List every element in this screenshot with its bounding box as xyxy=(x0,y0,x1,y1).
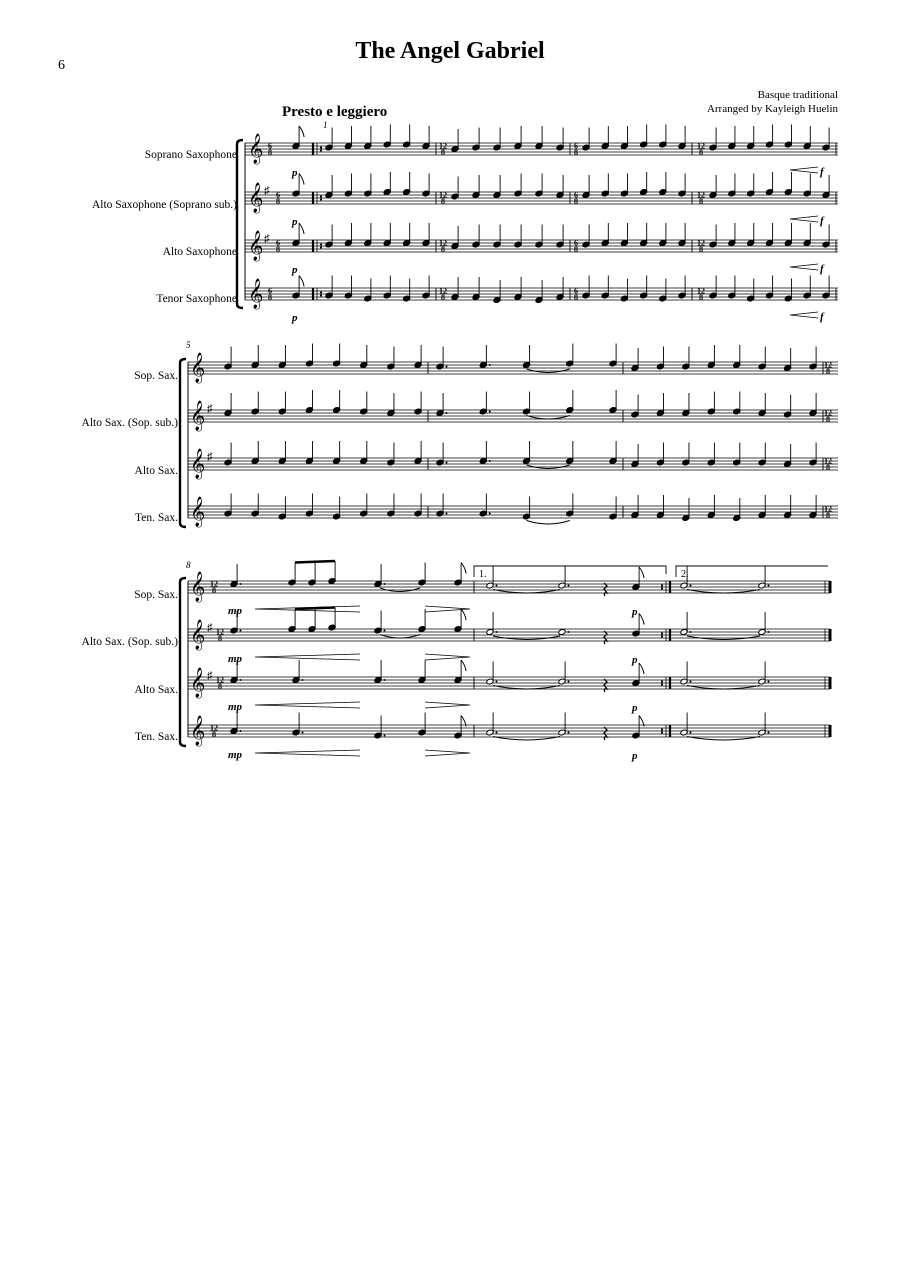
time-signature-numerator: 12 xyxy=(210,579,218,589)
note-dot xyxy=(496,631,498,633)
crescendo-hairpin xyxy=(790,312,818,318)
instrument-label: Alto Sax. (Sop. sub.) xyxy=(81,417,178,429)
crescendo-hairpin xyxy=(255,702,360,708)
key-signature-sharp-icon: ♯ xyxy=(207,403,213,415)
key-signature-sharp-icon: ♯ xyxy=(207,451,213,463)
repeat-dot xyxy=(320,294,322,296)
time-signature-denominator: 8 xyxy=(441,245,445,254)
note-head xyxy=(558,629,566,636)
time-signature-denominator: 8 xyxy=(212,730,216,739)
dynamic-mezzo_piano: mp xyxy=(228,653,243,665)
note-dot xyxy=(446,366,448,368)
time-signature-denominator: 8 xyxy=(826,463,830,472)
treble-clef-icon: 𝄞 xyxy=(248,231,264,260)
time-signature-numerator: 6 xyxy=(268,141,272,151)
volta-label: 2. xyxy=(681,569,689,580)
note-dot xyxy=(496,585,498,587)
note-flag xyxy=(461,660,466,671)
note-dot xyxy=(384,630,386,632)
time-signature-numerator: 12 xyxy=(439,190,447,200)
instrument-label: Ten. Sax. xyxy=(135,512,178,524)
time-signature-numerator: 12 xyxy=(697,190,705,200)
treble-clef-icon: 𝄞 xyxy=(248,134,264,163)
time-signature-numerator: 6 xyxy=(574,141,578,151)
dynamic-piano: p xyxy=(292,216,298,228)
note-dot xyxy=(240,630,242,632)
dynamic-piano: p xyxy=(292,167,298,179)
system-bracket xyxy=(180,359,186,527)
note-dot xyxy=(768,732,770,734)
measure-number: 1 xyxy=(323,120,328,130)
time-signature-numerator: 6 xyxy=(276,238,280,248)
composer-line: Basque traditional xyxy=(757,89,838,101)
note-dot xyxy=(568,732,570,734)
time-signature-numerator: 12 xyxy=(439,286,447,296)
time-signature-denominator: 8 xyxy=(441,293,445,302)
dynamic-forte: f xyxy=(820,166,824,178)
note-dot xyxy=(240,679,242,681)
time-signature-denominator: 8 xyxy=(826,415,830,424)
note-dot xyxy=(768,631,770,633)
time-signature-denominator: 8 xyxy=(699,293,703,302)
time-signature-denominator: 8 xyxy=(826,367,830,376)
instrument-label: Sop. Sax. xyxy=(134,370,178,382)
tie xyxy=(527,521,570,525)
treble-clef-icon: 𝄞 xyxy=(190,716,206,745)
note-dot xyxy=(496,732,498,734)
diminuendo-hairpin xyxy=(425,654,470,660)
instrument-label: Alto Saxophone (Soprano sub.) xyxy=(91,199,237,211)
note-dot xyxy=(489,513,491,515)
note-flag xyxy=(639,567,644,578)
note-dot xyxy=(768,681,770,683)
instrument-label: Alto Sax. xyxy=(134,465,178,477)
volta-label: 1. xyxy=(479,569,487,580)
crescendo-hairpin xyxy=(255,750,360,756)
quarter-rest xyxy=(604,679,607,692)
measure-number: 5 xyxy=(186,340,191,350)
time-signature-numerator: 12 xyxy=(216,675,224,685)
piece-title: The Angel Gabriel xyxy=(355,38,545,64)
treble-clef-icon: 𝄞 xyxy=(248,279,264,308)
dynamic-piano: p xyxy=(632,750,638,762)
repeat-dot xyxy=(661,683,663,685)
quarter-rest xyxy=(604,583,607,596)
time-signature-numerator: 12 xyxy=(824,360,832,370)
note-dot xyxy=(489,411,491,413)
note-dot xyxy=(568,681,570,683)
time-signature-numerator: 12 xyxy=(824,456,832,466)
time-signature-numerator: 6 xyxy=(574,190,578,200)
crescendo-hairpin xyxy=(790,264,818,270)
note-dot xyxy=(690,732,692,734)
quarter-rest xyxy=(604,727,607,740)
repeat-dot xyxy=(320,243,322,245)
time-signature-numerator: 6 xyxy=(574,286,578,296)
time-signature-denominator: 8 xyxy=(441,148,445,157)
instrument-label: Tenor Saxophone xyxy=(156,293,237,305)
instrument-label: Alto Saxophone xyxy=(162,246,237,258)
time-signature-denominator: 8 xyxy=(218,682,222,691)
time-signature-denominator: 8 xyxy=(268,148,272,157)
time-signature-denominator: 8 xyxy=(699,197,703,206)
note-dot xyxy=(384,583,386,585)
dynamic-mezzo_piano: mp xyxy=(228,605,243,617)
treble-clef-icon: 𝄞 xyxy=(190,572,206,601)
note-dot xyxy=(690,681,692,683)
volta-bracket-first xyxy=(474,566,666,577)
time-signature-numerator: 12 xyxy=(697,238,705,248)
note-dot xyxy=(240,730,242,732)
note-flag xyxy=(299,174,304,185)
time-signature-numerator: 12 xyxy=(216,627,224,637)
repeat-dot xyxy=(320,198,322,200)
dynamic-piano: p xyxy=(632,606,638,618)
treble-clef-icon: 𝄞 xyxy=(190,401,206,430)
crescendo-hairpin xyxy=(790,167,818,173)
dynamic-piano: p xyxy=(292,264,298,276)
page-number: 6 xyxy=(58,58,65,73)
note-dot xyxy=(446,412,448,414)
repeat-dot xyxy=(320,146,322,148)
system-bracket xyxy=(237,140,243,308)
dynamic-forte: f xyxy=(820,215,824,227)
diminuendo-hairpin xyxy=(425,702,470,708)
arranger-line: Arranged by Kayleigh Huelin xyxy=(706,103,838,115)
treble-clef-icon: 𝄞 xyxy=(190,497,206,526)
volta-bracket-second xyxy=(676,566,828,577)
note-dot xyxy=(489,460,491,462)
repeat-dot xyxy=(661,635,663,637)
dynamic-piano: p xyxy=(632,702,638,714)
time-signature-numerator: 12 xyxy=(824,504,832,514)
time-signature-denominator: 8 xyxy=(699,148,703,157)
instrument-label: Soprano Saxophone xyxy=(144,149,237,161)
repeat-dot xyxy=(320,246,322,248)
note-flag xyxy=(299,223,304,234)
diminuendo-hairpin xyxy=(425,750,470,756)
note-dot xyxy=(446,513,448,515)
note-flag xyxy=(299,276,304,287)
key-signature-sharp-icon: ♯ xyxy=(207,622,213,634)
time-signature-denominator: 8 xyxy=(276,197,280,206)
crescendo-hairpin xyxy=(790,216,818,222)
repeat-dot xyxy=(661,731,663,733)
note-dot xyxy=(489,364,491,366)
time-signature-denominator: 8 xyxy=(212,586,216,595)
measure-number: 8 xyxy=(186,560,191,570)
system-bracket xyxy=(180,578,186,746)
time-signature-numerator: 12 xyxy=(439,238,447,248)
note-dot xyxy=(690,585,692,587)
note-dot xyxy=(384,679,386,681)
note-dot xyxy=(768,585,770,587)
time-signature-denominator: 8 xyxy=(699,245,703,254)
dynamic-piano: p xyxy=(632,654,638,666)
note-dot xyxy=(568,631,570,633)
time-signature-denominator: 8 xyxy=(826,511,830,520)
note-flag xyxy=(639,614,644,625)
repeat-dot xyxy=(661,632,663,634)
treble-clef-icon: 𝄞 xyxy=(248,183,264,212)
dynamic-piano: p xyxy=(292,312,298,324)
dynamic-forte: f xyxy=(820,311,824,323)
treble-clef-icon: 𝄞 xyxy=(190,353,206,382)
note-dot xyxy=(384,735,386,737)
note-beam xyxy=(295,561,335,563)
time-signature-denominator: 8 xyxy=(218,634,222,643)
repeat-dot xyxy=(320,149,322,151)
key-signature-sharp-icon: ♯ xyxy=(264,233,270,245)
note-beam xyxy=(295,608,335,610)
time-signature-denominator: 8 xyxy=(276,245,280,254)
time-signature-numerator: 12 xyxy=(439,141,447,151)
note-dot xyxy=(568,585,570,587)
instrument-label: Alto Sax. xyxy=(134,684,178,696)
note-dot xyxy=(446,462,448,464)
note-dot xyxy=(302,732,304,734)
repeat-dot xyxy=(320,291,322,293)
time-signature-numerator: 12 xyxy=(824,408,832,418)
note-dot xyxy=(690,631,692,633)
dynamic-mezzo_piano: mp xyxy=(228,701,243,713)
instrument-label: Alto Sax. (Sop. sub.) xyxy=(81,636,178,648)
dynamic-forte: f xyxy=(820,263,824,275)
time-signature-numerator: 12 xyxy=(210,723,218,733)
repeat-dot xyxy=(661,680,663,682)
repeat-dot xyxy=(661,587,663,589)
time-signature-denominator: 8 xyxy=(268,293,272,302)
time-signature-numerator: 6 xyxy=(268,286,272,296)
time-signature-numerator: 12 xyxy=(697,141,705,151)
repeat-dot xyxy=(661,728,663,730)
time-signature-denominator: 8 xyxy=(574,148,578,157)
note-dot xyxy=(240,583,242,585)
key-signature-sharp-icon: ♯ xyxy=(264,185,270,197)
note-flag xyxy=(299,126,304,137)
time-signature-denominator: 8 xyxy=(441,197,445,206)
repeat-dot xyxy=(320,195,322,197)
crescendo-hairpin xyxy=(255,654,360,660)
note-dot xyxy=(302,679,304,681)
note-dot xyxy=(496,681,498,683)
quarter-rest xyxy=(604,631,607,644)
time-signature-denominator: 8 xyxy=(574,245,578,254)
time-signature-numerator: 12 xyxy=(697,286,705,296)
instrument-label: Sop. Sax. xyxy=(134,589,178,601)
note-flag xyxy=(639,663,644,674)
time-signature-denominator: 8 xyxy=(574,293,578,302)
note-flag xyxy=(461,563,466,574)
treble-clef-icon: 𝄞 xyxy=(190,668,206,697)
time-signature-numerator: 6 xyxy=(276,190,280,200)
key-signature-sharp-icon: ♯ xyxy=(207,670,213,682)
instrument-label: Ten. Sax. xyxy=(135,731,178,743)
time-signature-denominator: 8 xyxy=(574,197,578,206)
note-flag xyxy=(461,609,466,620)
treble-clef-icon: 𝄞 xyxy=(190,620,206,649)
dynamic-mezzo_piano: mp xyxy=(228,749,243,761)
time-signature-numerator: 6 xyxy=(574,238,578,248)
diminuendo-hairpin xyxy=(425,606,470,612)
treble-clef-icon: 𝄞 xyxy=(190,449,206,478)
tempo-marking: Presto e leggiero xyxy=(282,104,388,120)
repeat-dot xyxy=(661,584,663,586)
